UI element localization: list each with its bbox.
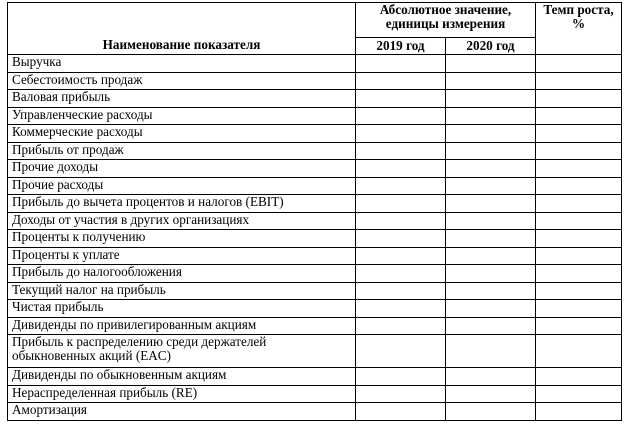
value-2020-cell (446, 230, 536, 248)
value-2020-cell (446, 90, 536, 108)
growth-rate-cell (536, 195, 622, 213)
indicator-label-cell: Прибыль от продаж (8, 142, 356, 160)
table-row (8, 72, 622, 90)
growth-rate-cell (536, 55, 622, 73)
table-row (8, 300, 622, 318)
indicator-label-cell: Текущий налог на прибыль (8, 282, 356, 300)
growth-rate-cell (536, 107, 622, 125)
value-2019-cell (356, 265, 446, 283)
value-2020-cell (446, 247, 536, 265)
table-row (8, 125, 622, 143)
table-row (8, 317, 622, 335)
value-2019-cell (356, 230, 446, 248)
indicator-label-cell: Прочие расходы (8, 177, 356, 195)
table-header (8, 3, 622, 55)
table-row (8, 403, 622, 421)
table-row (8, 160, 622, 178)
value-2020-cell (446, 125, 536, 143)
indicator-label-cell: Дивиденды по обыкновенным акциям (8, 368, 356, 386)
table-row (8, 368, 622, 386)
value-2019-cell (356, 90, 446, 108)
indicator-label-cell: Проценты к уплате (8, 247, 356, 265)
value-2020-cell (446, 195, 536, 213)
indicator-label-cell: Чистая прибыль (8, 300, 356, 318)
value-2020-cell (446, 282, 536, 300)
growth-rate-cell (536, 282, 622, 300)
value-2020-cell (446, 385, 536, 403)
value-2020-cell (446, 107, 536, 125)
indicator-label-cell: Дивиденды по привилегированным акциям (8, 317, 356, 335)
value-2020-cell (446, 317, 536, 335)
growth-rate-cell (536, 335, 622, 368)
indicator-label-cell: Коммерческие расходы (8, 125, 356, 143)
indicator-label-cell: Доходы от участия в других организациях (8, 212, 356, 230)
growth-rate-cell (536, 300, 622, 318)
indicator-label-cell: Амортизация (8, 403, 356, 421)
value-2019-cell (356, 368, 446, 386)
growth-rate-cell (536, 160, 622, 178)
value-2019-cell (356, 335, 446, 368)
table-row (8, 247, 622, 265)
indicator-label-cell: Прочие доходы (8, 160, 356, 178)
growth-rate-cell (536, 142, 622, 160)
value-2020-cell (446, 212, 536, 230)
header-row-top (8, 3, 622, 38)
growth-rate-cell (536, 177, 622, 195)
value-2019-cell (356, 107, 446, 125)
growth-rate-cell (536, 230, 622, 248)
header-absolute-value: Абсолютное значение, единицы измерения (356, 3, 536, 38)
growth-rate-cell (536, 385, 622, 403)
table-row (8, 195, 622, 213)
value-2019-cell (356, 72, 446, 90)
table-body (8, 55, 622, 421)
value-2020-cell (446, 177, 536, 195)
indicators-table (7, 2, 622, 421)
table-row (8, 90, 622, 108)
growth-rate-cell (536, 403, 622, 421)
table-row (8, 107, 622, 125)
indicator-label-cell: Нераспределенная прибыль (RE) (8, 385, 356, 403)
value-2019-cell (356, 282, 446, 300)
growth-rate-cell (536, 212, 622, 230)
value-2020-cell (446, 55, 536, 73)
table-row (8, 282, 622, 300)
value-2020-cell (446, 265, 536, 283)
table-row (8, 265, 622, 283)
table-row (8, 55, 622, 73)
growth-rate-cell (536, 247, 622, 265)
value-2020-cell (446, 403, 536, 421)
table-row (8, 335, 622, 368)
value-2019-cell (356, 177, 446, 195)
indicator-label-cell: Прибыль к распределению среди держателей обыкновенных акций (EAC) (8, 335, 356, 368)
value-2019-cell (356, 385, 446, 403)
value-2019-cell (356, 403, 446, 421)
header-indicator-name: Наименование показателя (8, 3, 356, 55)
indicator-label-cell: Управленческие расходы (8, 107, 356, 125)
value-2019-cell (356, 160, 446, 178)
value-2020-cell (446, 142, 536, 160)
value-2019-cell (356, 125, 446, 143)
value-2020-cell (446, 72, 536, 90)
growth-rate-cell (536, 317, 622, 335)
growth-rate-cell (536, 265, 622, 283)
table-row (8, 385, 622, 403)
header-year-2019: 2019 год (356, 38, 446, 55)
value-2019-cell (356, 195, 446, 213)
table-row (8, 177, 622, 195)
indicator-label-cell: Валовая прибыль (8, 90, 356, 108)
value-2020-cell (446, 160, 536, 178)
value-2020-cell (446, 300, 536, 318)
growth-rate-cell (536, 125, 622, 143)
value-2019-cell (356, 300, 446, 318)
header-year-2020: 2020 год (446, 38, 536, 55)
header-growth-rate: Темп роста, % (536, 3, 622, 55)
indicator-label-cell: Выручка (8, 55, 356, 73)
indicator-label-cell: Проценты к получению (8, 230, 356, 248)
table-row (8, 212, 622, 230)
indicator-label-cell: Прибыль до вычета процентов и налогов (EBIT) (8, 195, 356, 213)
value-2020-cell (446, 368, 536, 386)
value-2020-cell (446, 335, 536, 368)
value-2019-cell (356, 142, 446, 160)
indicator-label-cell: Прибыль до налогообложения (8, 265, 356, 283)
value-2019-cell (356, 55, 446, 73)
growth-rate-cell (536, 368, 622, 386)
growth-rate-cell (536, 72, 622, 90)
table-row (8, 230, 622, 248)
value-2019-cell (356, 247, 446, 265)
table-row (8, 142, 622, 160)
growth-rate-cell (536, 90, 622, 108)
value-2019-cell (356, 317, 446, 335)
value-2019-cell (356, 212, 446, 230)
indicator-label-cell: Себестоимость продаж (8, 72, 356, 90)
